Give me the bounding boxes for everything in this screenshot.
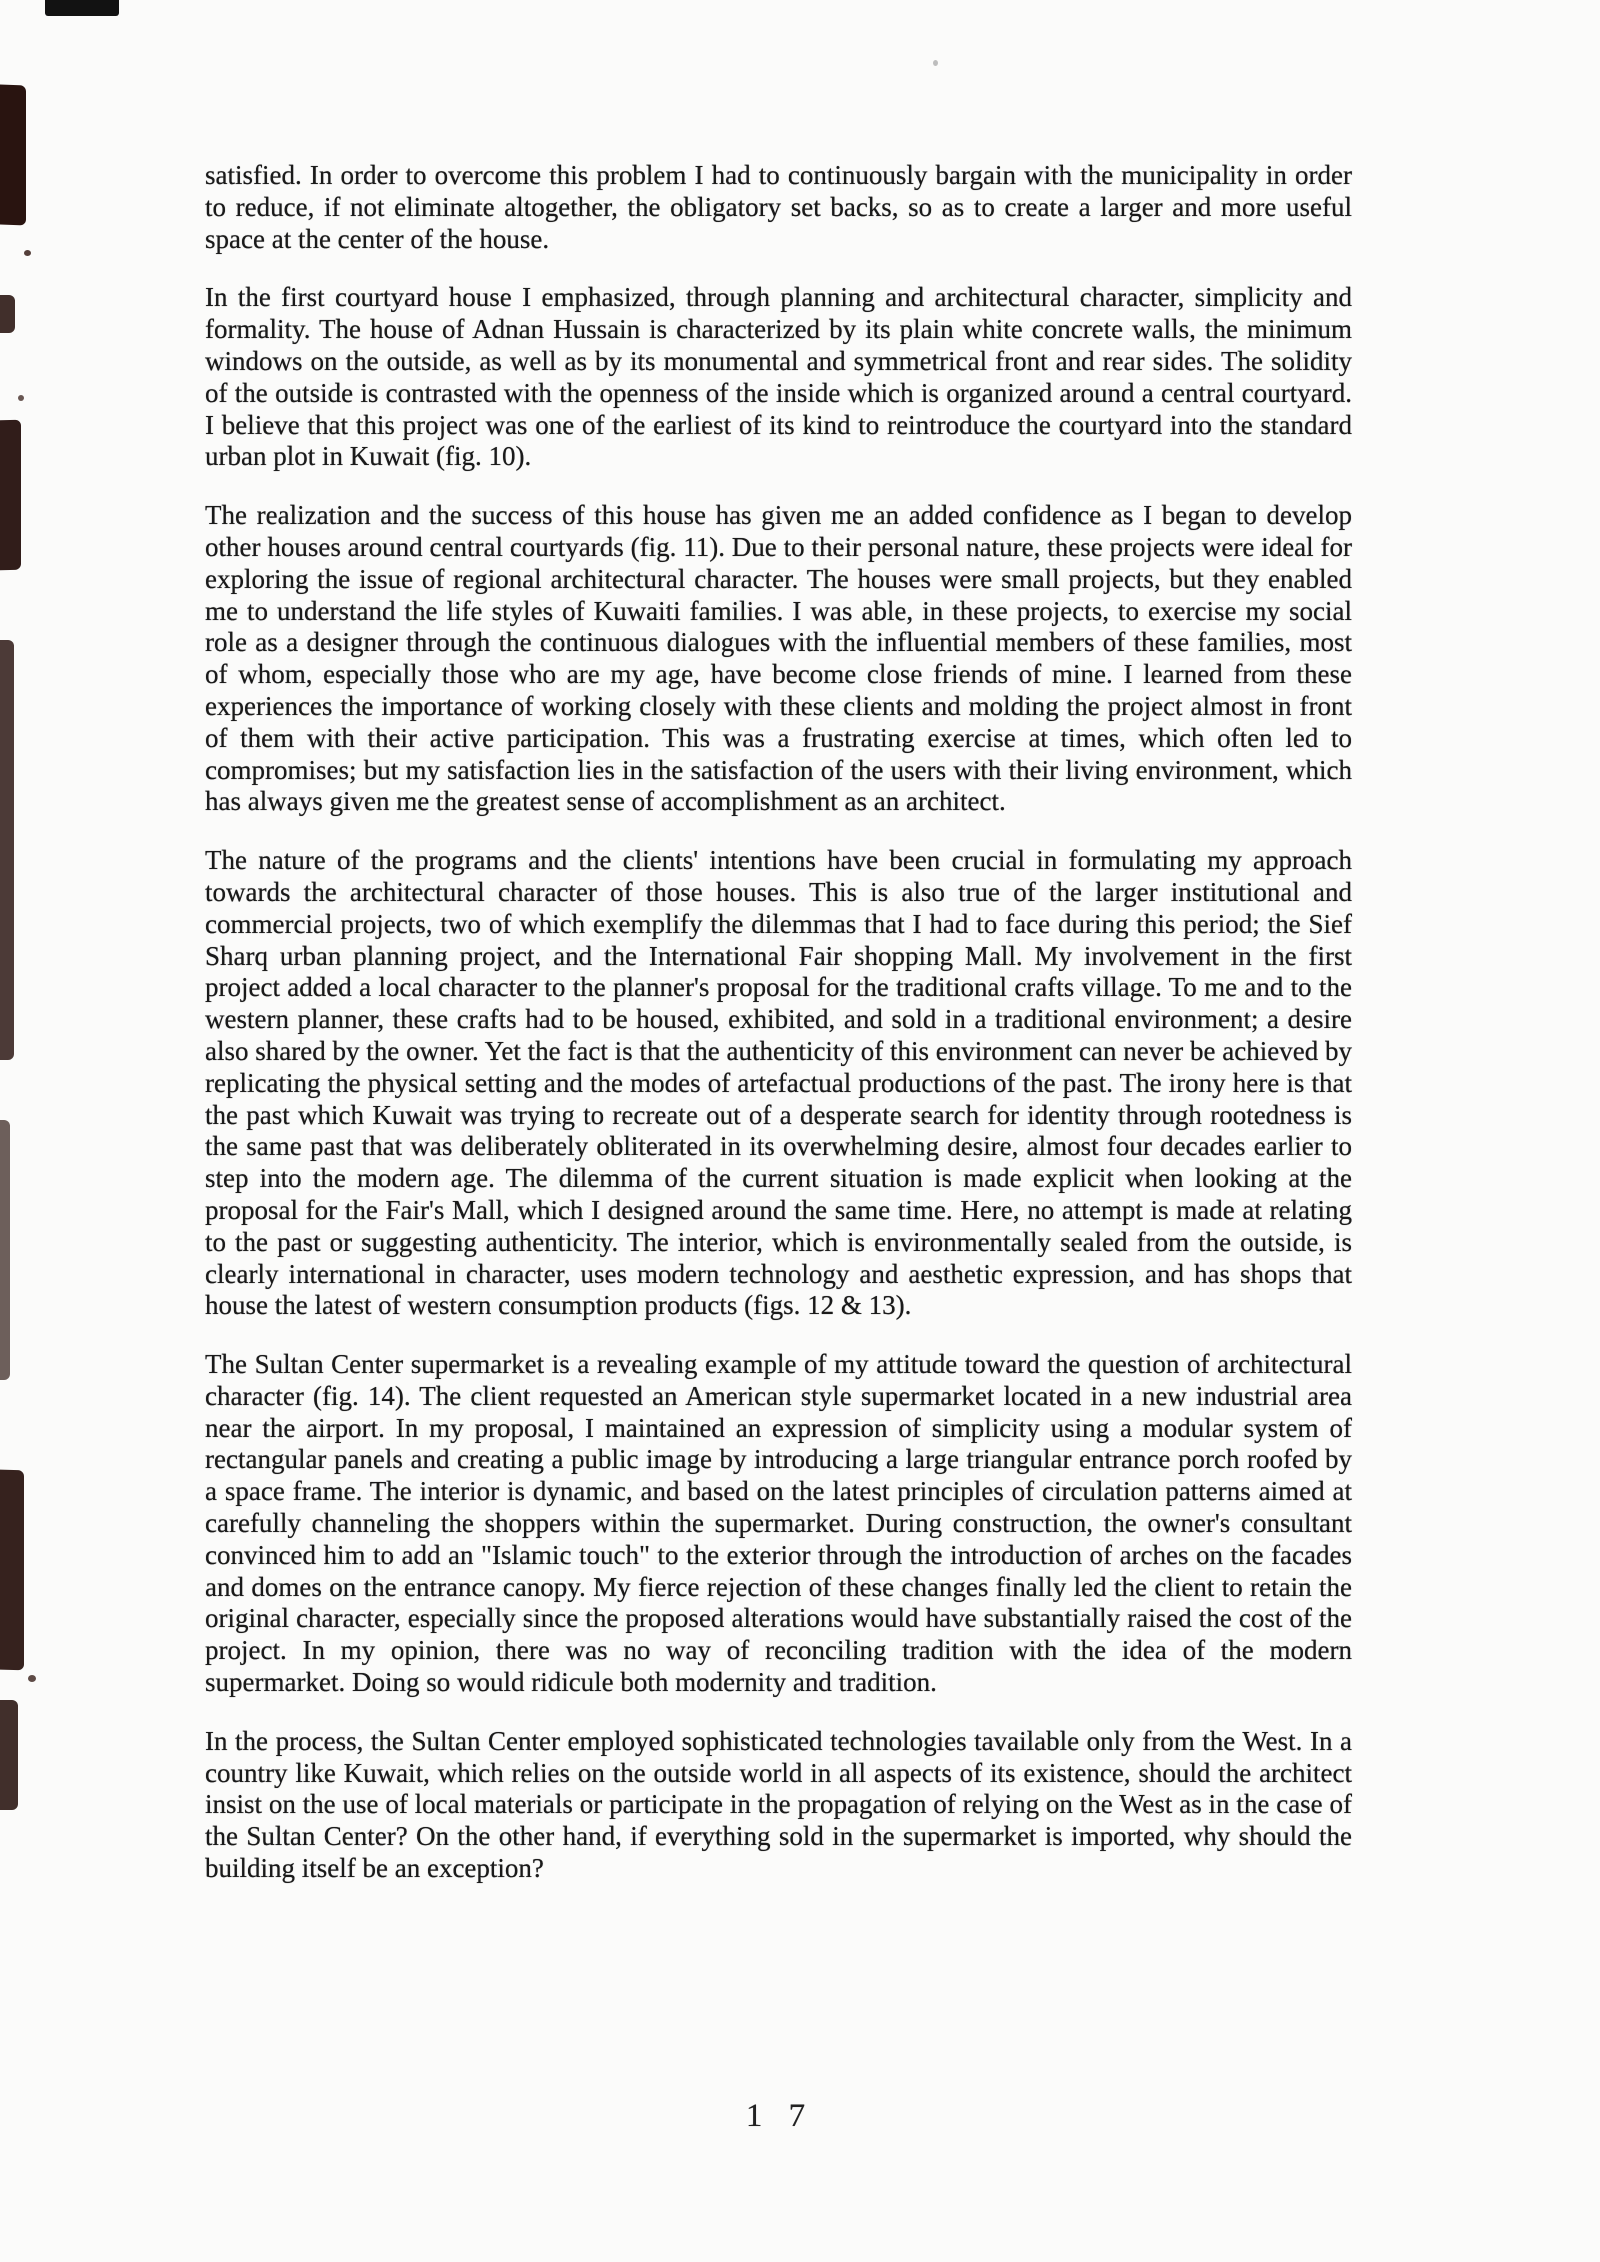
scan-artifact-speck [18, 395, 24, 401]
paragraph-4: The nature of the programs and the clients' intentions have been crucial in formulating my approach towards the architectural character of those houses. This is also true of the larger institutional and commercial projects, two of which exemplify the dilemmas that I had to face during this period; the Sief Sharq urban planning project, and the International Fair shopping Mall. My involvement in the first project added a local character to the planner's proposal for the traditional crafts village. To me and to the western planner, these crafts had to be housed, exhibited, and sold in a traditional environment; a desire also shared by the owner. Yet the fact is that the authenticity of this environment can never be achieved by replicating the physical setting and the modes of artefactual productions of the past. The irony here is that the past which Kuwait was trying to recreate out of a desperate search for identity through rootedness is the same past that was deliberately obliterated in its overwhelming desire, almost four decades earlier to step into the modern age. The dilemma of the current situation is made explicit when looking at the proposal for the Fair's Mall, which I designed around the same time. Here, no attempt is made at relating to the past or suggesting authenticity. The interior, which is environmentally sealed from the outside, is clearly international in character, uses modern technology and aesthetic expression, and has shops that house the latest of western consumption products (figs. 12 & 13). [205, 845, 1352, 1321]
scan-artifact-speck [24, 250, 31, 256]
text-block [205, 160, 1352, 1912]
scan-artifact-speck [28, 1675, 36, 1682]
scan-artifact-left-strip [0, 1700, 18, 1810]
scan-artifact-left-strip [0, 85, 26, 226]
page-number: 1 7 [745, 2098, 815, 2134]
paragraph-6: In the process, the Sultan Center employed sophisticated technologies tavailable only from the West. In a country like Kuwait, which relies on the outside world in all aspects of its existence, should the architect insist on the use of local materials or participate in the propagation of relying on the West as in the case of the Sultan Center? On the other hand, if everything sold in the supermarket is imported, why should the building itself be an exception? [205, 1725, 1352, 1884]
scan-artifact-left-strip [0, 1470, 24, 1671]
scan-artifact-left-strip [0, 640, 14, 1060]
scan-artifact-left-strip [0, 420, 21, 571]
paragraph-2: In the first courtyard house I emphasized, through planning and architectural character, simplicity and formality. The house of Adnan Hussain is characterized by its plain white concrete walls, the minimum windows on the outside, as well as by its monumental and symmetrical front and rear sides. The solidity of the outside is contrasted with the openness of the inside which is organized around a central courtyard. I believe that this project was one of the earliest of its kind to reintroduce the courtyard into the standard urban plot in Kuwait (fig. 10). [205, 282, 1352, 472]
scan-artifact-left-strip [0, 1120, 10, 1380]
paragraph-1: satisfied. In order to overcome this problem I had to continuously bargain with the municipality in order to reduce, if not eliminate altogether, the obligatory set backs, so as to create a larger and more useful space at the center of the house. [205, 160, 1352, 254]
paragraph-5: The Sultan Center supermarket is a revealing example of my attitude toward the question of architectural character (fig. 14). The client requested an American style supermarket located in a new industrial area near the airport. In my proposal, I maintained an expression of simplicity using a modular system of rectangular panels and creating a public image by introducing a large triangular entrance porch roofed by a space frame. The interior is dynamic, and based on the latest principles of circulation patterns aimed at carefully channeling the shoppers within the supermarket. During construction, the owner's consultant convinced him to add an "Islamic touch" to the exterior through the introduction of arches on the facades and domes on the entrance canopy. My fierce rejection of these changes finally led the client to retain the original character, especially since the proposed alterations would have substantially raised the cost of the project. In my opinion, there was no way of reconciling tradition with the idea of the modern supermarket. Doing so would ridicule both modernity and tradition. [205, 1349, 1352, 1698]
scan-artifact-dot [933, 60, 938, 66]
scan-artifact-left-strip [0, 295, 15, 333]
scan-artifact-corner-tab [45, 0, 119, 16]
paragraph-3: The realization and the success of this house has given me an added confidence as I began to develop other houses around central courtyards (fig. 11). Due to their personal nature, these projects were ideal for exploring the issue of regional architectural character. The houses were small projects, but they enabled me to understand the life styles of Kuwaiti families. I was able, in these projects, to exercise my social role as a designer through the continuous dialogues with the influential members of these families, most of whom, especially those who are my age, have become close friends of mine. I learned from these experiences the importance of working closely with these clients and molding the project almost in front of them with their active participation. This was a frustrating exercise at times, which often led to compromises; but my satisfaction lies in the satisfaction of the users with their living environment, which has always given me the greatest sense of accomplishment as an architect. [205, 500, 1352, 817]
